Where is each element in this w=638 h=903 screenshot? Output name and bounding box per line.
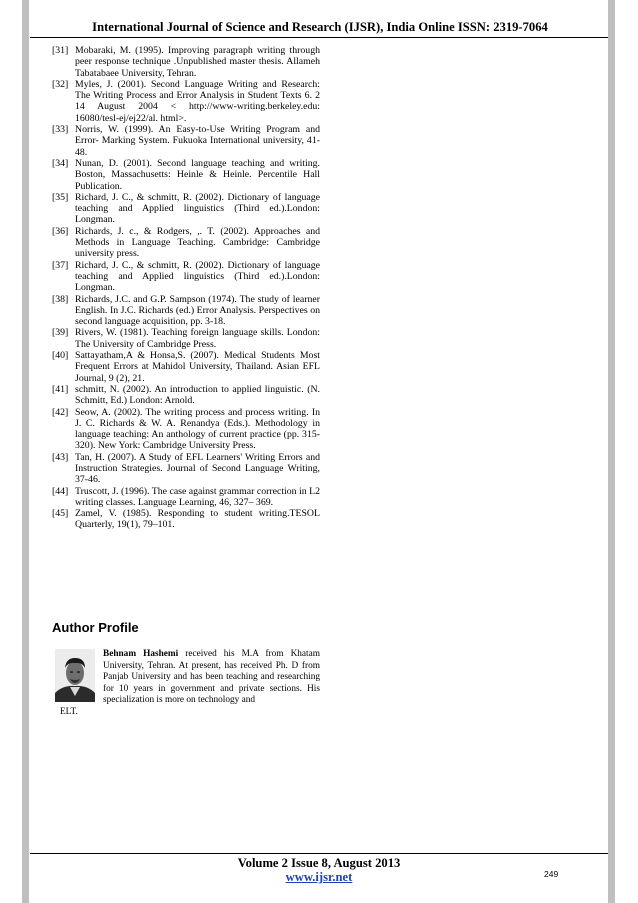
reference-number: [44] [52,485,69,497]
author-profile-heading: Author Profile [52,620,139,635]
author-photo [55,649,95,702]
reference-number: [40] [52,350,69,362]
author-bio-continuation: ELT. [60,707,78,717]
page-border-right [608,0,615,903]
reference-text: Myles, J. (2001). Second Language Writing and Research: The Writing Process and Error Analysis in Student Texts 6. 2 14 August 2004 < http://www-writing.berkeley.edu: 16080/tesl-ej/ej22/al. html>. [75,78,320,124]
header-divider [30,37,608,38]
reference-item [52,508,320,531]
reference-text: Sattayatham,A & Honsa,S. (2007). Medical Students Most Frequent Errors at Mahidol University, Thailand. Asian EFL Journal, 9 (2), 21. [75,350,320,384]
reference-number: [31] [52,45,69,56]
author-name: Behnam Hashemi [103,649,179,659]
reference-text: Richards, J.C. and G.P. Sampson (1974). The study of learner English. In J.C. Richards (ed.) Error Analysis. Perspectives on second language acquisition, pp. 3-18. [75,293,320,328]
reference-text: Truscott, J. (1996). The case against grammar correction in L2 writing classes. Language Learning, 46, 327– 369. [75,485,320,508]
reference-text: Mobaraki, M. (1995). Improving paragraph writing through peer response technique .Unpublished master thesis. Allameh Tabatabaee University, Tehran. [75,45,320,79]
reference-number: [43] [52,451,69,463]
author-bio [103,649,320,707]
reference-number: [36] [52,225,69,237]
reference-item [52,260,320,294]
reference-item [52,294,320,328]
reference-text: Seow, A. (2002). The writing process and process writing. In J. C. Richards & W. A. Renandya (Eds.). Methodology in language teaching: An anthology of current practice (pp. 315-320). New York: Cambridge University Press. [75,406,320,452]
reference-text: Zamel, V. (1985). Responding to student writing.TESOL Quarterly, 19(1), 79–101. [75,508,320,531]
reference-text: Norris, W. (1999). An Easy-to-Use Writing Program and Error- Marking System. Fukuoka International university, 41-48. [75,124,320,158]
reference-text: Rivers, W. (1981). Teaching foreign language skills. London: The University of Cambridge Press. [75,327,320,350]
reference-item [52,486,320,509]
reference-number: [42] [52,406,69,418]
reference-item [52,226,320,260]
journal-header: International Journal of Science and Research (IJSR), India Online ISSN: 2319-7064 [92,20,548,34]
reference-text: Tan, H. (2007). A Study of EFL Learners' Writing Errors and Instruction Strategies. Journal of Second Language Writing, 37-46. [75,451,320,486]
reference-number: [41] [52,383,69,395]
reference-number: [32] [52,78,69,90]
reference-number: [33] [52,124,69,136]
reference-number: [39] [52,327,69,339]
reference-item [52,452,320,486]
reference-item [52,407,320,452]
reference-text: Richard, J. C., & schmitt, R. (2002). Dictionary of language teaching and Applied linguistics (Third ed.).London: Longman. [75,191,320,226]
reference-text: schmitt, N. (2002). An introduction to applied linguistic. (N. Schmitt, Ed.) London: Arnold. [75,383,320,407]
reference-item [52,158,320,192]
reference-number: [38] [52,293,69,305]
reference-text: Nunan, D. (2001). Second language teaching and writing. Boston, Massachusetts: Heinle & Heinle. Percentile Hall Publication. [75,157,320,192]
page-number: 249 [544,869,559,879]
reference-number: [34] [52,157,69,169]
footer-divider [30,853,608,854]
reference-item [52,124,320,158]
reference-item [52,327,320,350]
reference-list [52,45,320,531]
footer-volume-issue: Volume 2 Issue 8, August 2013 [237,856,401,870]
reference-number: [37] [52,259,69,271]
author-portrait-icon [55,649,95,702]
footer-journal-link[interactable]: www.ijsr.net [285,870,353,884]
reference-item [52,384,320,407]
reference-item [52,45,320,79]
author-bio-text: received his M.A from Khatam University, Tehran. At present, has received Ph. D from Panjab University and has been teaching and researching for 10 years in government and private sections. His specialization is more on technology and [103,649,320,706]
reference-item [52,192,320,226]
reference-text: Richards, J. c., & Rodgers, ,. T. (2002). Approaches and Methods in Language Teaching. Cambridge: Cambridge university press. [75,225,320,260]
reference-item [52,350,320,384]
reference-item [52,79,320,124]
page-border-left [22,0,29,903]
reference-number: [35] [52,191,69,203]
reference-text: Richard, J. C., & schmitt, R. (2002). Dictionary of language teaching and Applied linguistics (Third ed.).London: Longman. [75,259,320,294]
reference-number: [45] [52,508,69,520]
